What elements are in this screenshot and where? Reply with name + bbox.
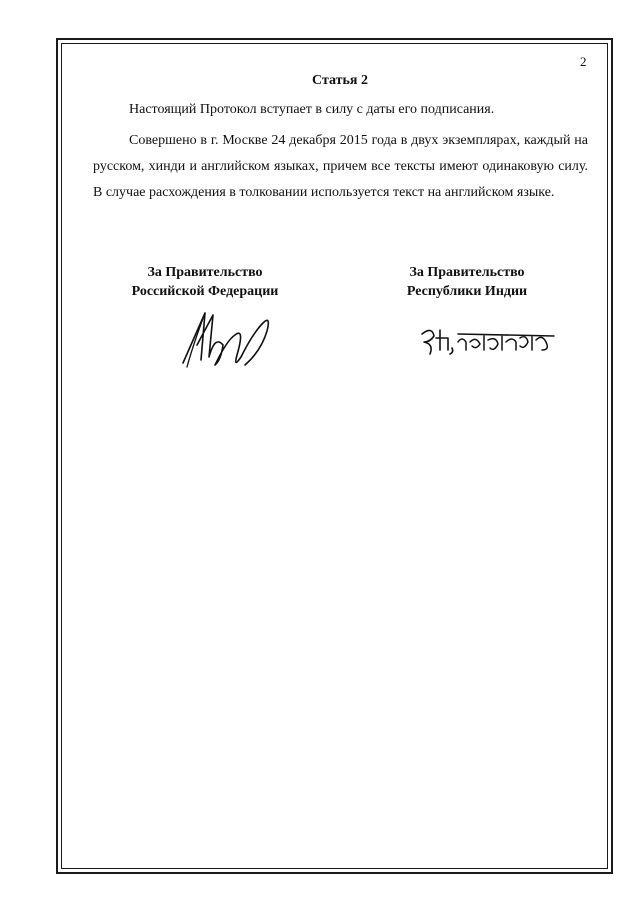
signatory-russia-line1: За Правительство [147, 265, 263, 280]
signatory-russia-line2: Российской Федерации [131, 284, 279, 299]
signatory-india [372, 263, 562, 301]
signature-russia-icon [175, 305, 275, 375]
signatory-india-line2: Республики Индии [406, 284, 528, 299]
page-number: 2 [580, 54, 587, 69]
signatory-russia [110, 263, 300, 301]
paragraph-done-at: Совершено в г. Москве 24 декабря 2015 года в двух экземплярах, каждый на русском, хинди и английском языках, причем все тексты имеют одинаковую силу. В случае расхождения в толковании используется текст на английском языке. [93, 133, 588, 200]
signatory-india-line1: За Правительство [409, 265, 525, 280]
signature-india-icon [418, 320, 558, 360]
article-title: Статья 2 [312, 73, 368, 88]
paragraph-entry-into-force: Настоящий Протокол вступает в силу с даты его подписания. [129, 102, 495, 117]
